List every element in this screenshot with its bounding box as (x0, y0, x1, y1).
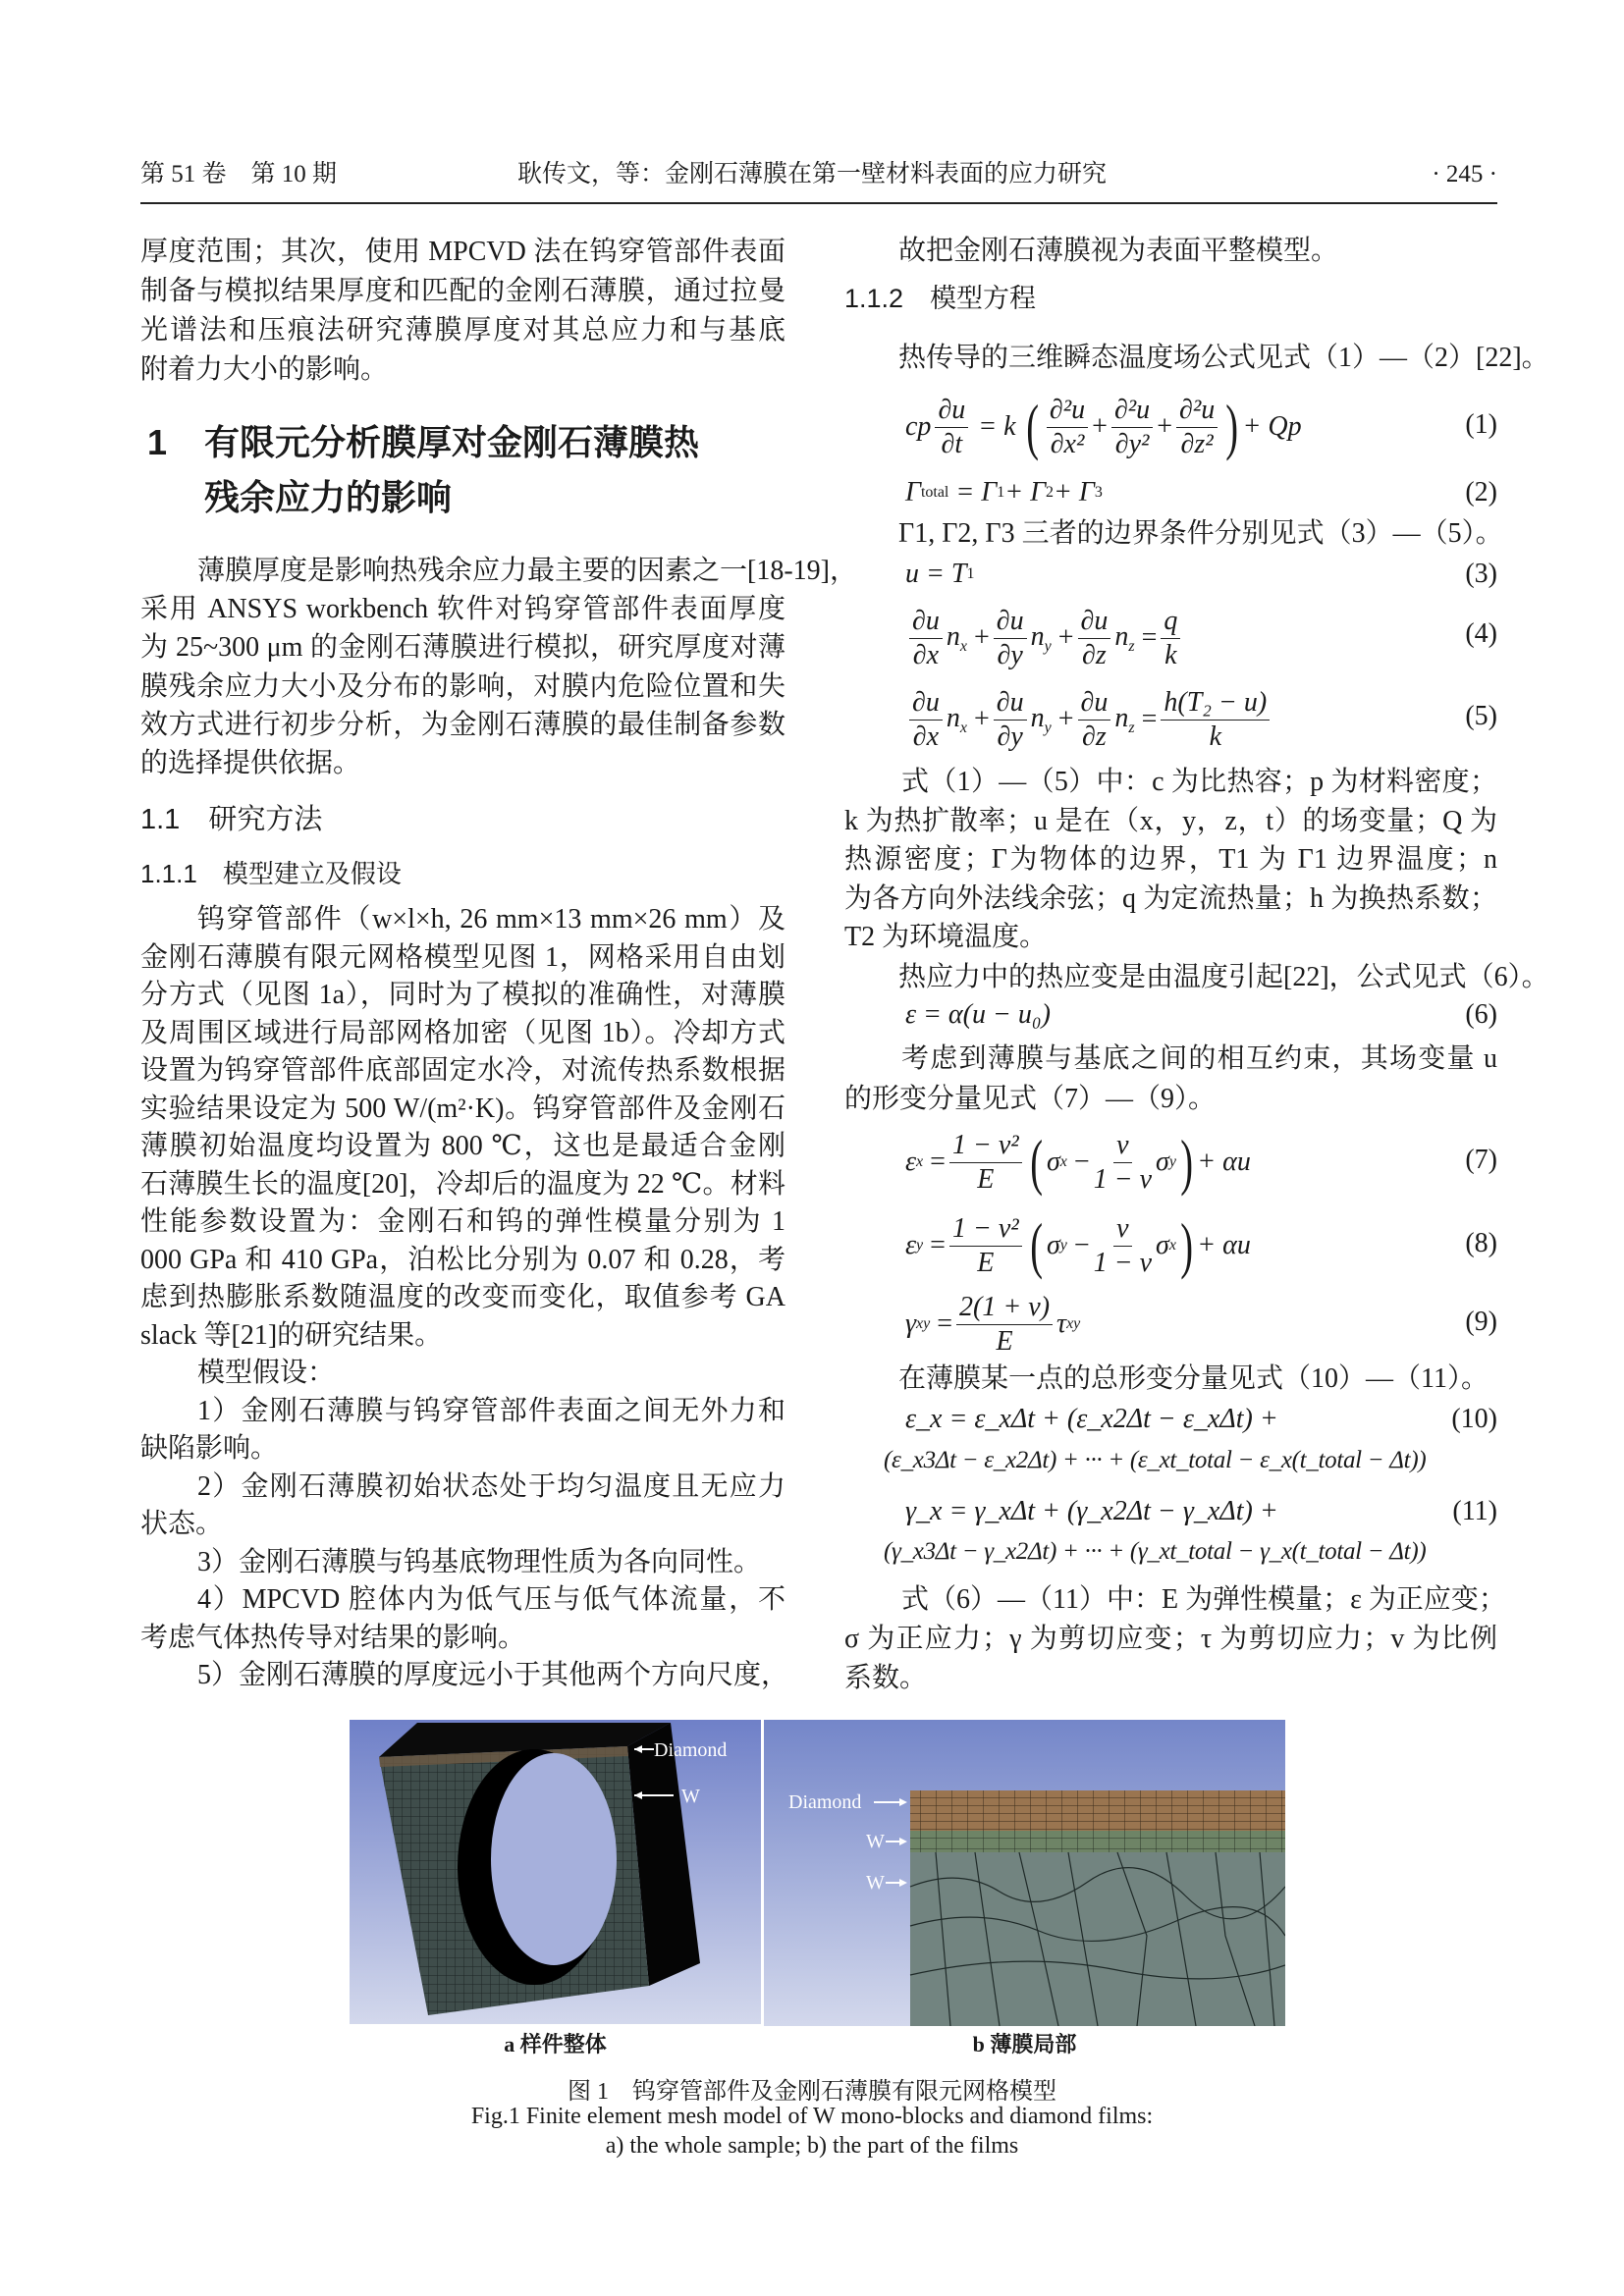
subsubsection-heading-equations: 1.1.2 模型方程 (844, 284, 1037, 313)
text-line: 分方式（见图 1a），同时为了模拟的准确性，对薄膜 (140, 980, 785, 1010)
running-title: 耿传文，等：金刚石薄膜在第一壁材料表面的应力研究 (516, 161, 1107, 187)
text-line: 为各方向外法线余弦；q 为定流热量；h 为换热系数； (844, 882, 1497, 914)
text-line: 设置为钨穿管部件底部固定水冷，对流传热系数根据 (140, 1055, 785, 1086)
equation-3: u = T 1 (905, 559, 975, 589)
equation-10-line-2: (ε_x3Δt − ε_x2Δt) + ··· + (ε_xt_total − ε_x(t_total − Δt)) (884, 1447, 1427, 1473)
text-line: 的选择提供依据。 (140, 747, 361, 778)
text-line: slack 等[21]的研究结果。 (140, 1319, 443, 1351)
text-line: 的形变分量见式（7）—（9）。 (844, 1084, 1217, 1114)
equation-number: (11) (1452, 1496, 1497, 1526)
section-heading-line-2: 残余应力的影响 (204, 477, 453, 517)
text-line: 性能参数设置为：金刚石和钨的弹性模量分别为 1 (140, 1206, 785, 1237)
paragraph-constraint (844, 1039, 1497, 1119)
equation-5: $\frac{\partial u}{\partial x}$ $n_x$ + $\frac{\partial u}{\partial y}$ $n_y$ + $\frac{\partial u}{\partial z}$ $n_z$ = $\frac{\text{h(T₂ − u)}}{k}$ (905, 685, 1273, 754)
equation-11-line-2: (γ_x3Δt − γ_x2Δt) + ··· + (γ_xt_total − γ_x(t_total − Δt)) (884, 1538, 1427, 1565)
paragraph-thickness (140, 552, 857, 782)
equation-number: (4) (1465, 618, 1497, 649)
text-line: σ 为正应力；γ 为剪切应变；τ 为剪切应力；v 为比例 (844, 1624, 1497, 1654)
equation-8: ε y = $\frac{\text{1 − v²}}{E}$ ( σ y − $\frac{v}{1 - v}$ σ x ) + αu (905, 1210, 1251, 1280)
label-diamond: Diamond (788, 1791, 862, 1813)
eq-term: cp (905, 411, 932, 442)
journal-volume-issue: 第 51 卷 第 10 期 (140, 161, 338, 187)
text-line: k 为热扩散率；u 是在（x，y，z，t）的场变量；Q 为 (844, 805, 1497, 836)
text-line: 式（6）—（11）中：E 为弹性模量；ε 为正应变； (901, 1584, 1506, 1615)
paragraph-intro-end (140, 233, 785, 390)
figure-1a-whole-sample-mesh (350, 1720, 761, 2024)
figure-caption-cn: 图 1 钨穿管部件及金刚石薄膜有限元网格模型 (568, 2079, 1056, 2105)
text-line: 光谱法和压痕法研究薄膜厚度对其总应力和与基底 (140, 315, 785, 346)
figure-caption-en-1: Fig.1 Finite element mesh model of W mono-blocks and diamond films: (470, 2104, 1154, 2129)
label-diamond: Diamond (654, 1739, 728, 1761)
subsubsection-heading: 1.1.1 模型建立及假设 (140, 859, 402, 888)
paragraph-model (140, 901, 789, 1695)
figure-caption-en-2: a) the whole sample; b) the part of the films (605, 2133, 1019, 2159)
text-line: 实验结果设定为 500 W/(m²·K)。钨穿管部件及金刚石 (140, 1093, 785, 1124)
fraction: $\frac{\text{∂²u}}{\text{∂z²}}$ (1176, 394, 1218, 461)
equation-number: (2) (1465, 477, 1497, 507)
text-line: 虑到热膨胀系数随温度的改变而变化，取值参考 GA (140, 1282, 785, 1312)
equation-number: (10) (1451, 1404, 1497, 1434)
hole-through (491, 1753, 617, 1965)
equation-1: cp $\frac{\partial u}{\partial t}$ = k ( $\frac{\text{∂²u}}{\text{∂x²}}$ + $\frac{\text{∂²u}}{\text{∂y²}}$ + $\frac{\text{∂²u}}{\text{∂z²}}$ ) + Qp (905, 392, 1302, 461)
text-line: 在薄膜某一点的总形变分量见式（10）—（11）。 (898, 1363, 1489, 1394)
text-line: 缺陷影响。 (140, 1433, 279, 1464)
equation-number: (3) (1465, 559, 1497, 589)
equation-number: (5) (1465, 701, 1497, 731)
text-line: 热源密度；Γ为物体的边界，T1 为 Γ1 边界温度；n (844, 844, 1497, 875)
text-line: 金刚石薄膜有限元网格模型见图 1，网格采用自由划 (140, 941, 785, 973)
w-interface-layer-mesh (910, 1831, 1285, 1852)
text-line: 故把金刚石薄膜视为表面平整模型。 (898, 236, 1339, 266)
text-line: 为 25~300 μm 的金刚石薄膜进行模拟，研究厚度对薄 (140, 632, 785, 664)
w-body-mesh (910, 1852, 1285, 2026)
text-line: 3）金刚石薄膜与钨基底物理性质为各向同性。 (197, 1546, 762, 1577)
eq-term: + Qp (1242, 411, 1302, 442)
fraction: $\frac{\text{∂²u}}{\text{∂x²}}$ (1047, 394, 1088, 461)
header-rule (140, 202, 1497, 204)
diamond-layer-mesh (910, 1790, 1285, 1831)
text-line: 5）金刚石薄膜的厚度远小于其他两个方向尺度， (197, 1660, 789, 1690)
text-line: 模型假设： (197, 1358, 336, 1388)
text-line: 热传导的三维瞬态温度场公式见式（1）—（2）[22]。 (898, 343, 1549, 373)
text-line: 000 GPa 和 410 GPa，泊松比分别为 0.07 和 0.28，考 (140, 1244, 785, 1275)
page-number: · 245 · (1432, 161, 1497, 187)
text-line: 薄膜初始温度均设置为 800 ℃，这也是最适合金刚 (140, 1131, 785, 1161)
paragraph-symbols-2 (844, 1580, 1506, 1698)
text-line: 制备与模拟结果厚度和匹配的金刚石薄膜，通过拉曼 (140, 276, 785, 306)
equation-6: ε = α(u − u₀) (905, 999, 1051, 1030)
text-line: 薄膜厚度是影响热残余应力最主要的因素之一[18-19]， (197, 556, 857, 586)
text-line: 钨穿管部件（w×l×h, 26 mm×13 mm×26 mm）及 (197, 904, 785, 934)
equation-2: Γ total = Γ 1 + Γ 2 + Γ 3 (905, 477, 1103, 507)
fraction: $\frac{\text{∂²u}}{\text{∂y²}}$ (1111, 394, 1153, 461)
equation-9: γ xy = $\frac{2(1 + v)}{E}$ τ xy (905, 1291, 1081, 1357)
eq-term: = k (978, 411, 1016, 442)
subfigure-caption-b: b 薄膜局部 (972, 2032, 1077, 2056)
subsection-heading: 1.1 研究方法 (140, 804, 323, 835)
equation-10-line-1: ε_x = ε_xΔt + (ε_x2Δt − ε_xΔt) + (905, 1404, 1278, 1434)
text-line: 附着力大小的影响。 (140, 354, 389, 385)
text-line: 考虑气体热传导对结果的影响。 (140, 1622, 526, 1653)
label-w: W (866, 1872, 885, 1894)
section-number: 1 (147, 422, 168, 462)
text-line: 1）金刚石薄膜与钨穿管部件表面之间无外力和 (197, 1395, 785, 1426)
label-w: W (681, 1786, 700, 1807)
equation-number: (8) (1465, 1228, 1497, 1258)
section-heading-line-1: 有限元分析膜厚对金刚石薄膜热 (204, 422, 700, 462)
text-line: Γ1, Γ2, Γ3 三者的边界条件分别见式（3）—（5）。 (898, 518, 1503, 549)
equation-11-line-1: γ_x = γ_xΔt + (γ_x2Δt − γ_xΔt) + (905, 1496, 1278, 1526)
text-line: 及周围区域进行局部网格加密（见图 1b）。冷却方式 (140, 1017, 785, 1048)
equation-number: (1) (1465, 409, 1497, 440)
text-line: 系数。 (844, 1663, 928, 1693)
equation-7: ε x = $\frac{\text{1 − v²}}{E}$ ( σ x − $\frac{v}{1 - v}$ σ y ) + αu (905, 1127, 1251, 1197)
equation-number: (9) (1465, 1307, 1497, 1337)
text-line: 石薄膜生长的温度[20]，冷却后的温度为 22 ℃。材料 (140, 1168, 785, 1200)
text-line: 考虑到薄膜与基底之间的相互约束，其场变量 u (901, 1043, 1497, 1074)
text-line: 热应力中的热应变是由温度引起[22]，公式见式（6）。 (898, 962, 1549, 992)
label-w: W (866, 1831, 885, 1852)
text-line: 式（1）—（5）中：c 为比热容；p 为材料密度； (901, 767, 1497, 797)
paragraph-symbols-1 (844, 763, 1497, 957)
text-line: 膜残余应力大小及分布的影响，对膜内危险位置和失 (140, 670, 785, 702)
text-line: 厚度范围；其次，使用 MPCVD 法在钨穿管部件表面 (140, 237, 785, 267)
equation-4: $\frac{\partial u}{\partial x}$ $n_x$ + $\frac{\partial u}{\partial y}$ $n_y$ + $\frac{\partial u}{\partial z}$ $n_z$ = $\frac{q}{k}$ (905, 604, 1184, 672)
figure-1b-film-part-mesh (764, 1720, 1285, 2026)
equation-number: (7) (1465, 1145, 1497, 1175)
text-line: 4）MPCVD 腔体内为低气压与低气体流量，不 (197, 1584, 785, 1615)
fraction: $\frac{\partial u}{\partial t}$ (935, 394, 968, 461)
text-line: 效方式进行初步分析，为金刚石薄膜的最佳制备参数 (140, 709, 785, 740)
equation-number: (6) (1465, 999, 1497, 1030)
text-line: 状态。 (140, 1509, 224, 1539)
text-line: 2）金刚石薄膜初始状态处于均匀温度且无应力 (197, 1470, 785, 1502)
text-line: 采用 ANSYS workbench 软件对钨穿管部件表面厚度 (140, 594, 785, 625)
subfigure-caption-a: a 样件整体 (504, 2032, 607, 2056)
text-line: T2 为环境温度。 (844, 922, 1048, 952)
